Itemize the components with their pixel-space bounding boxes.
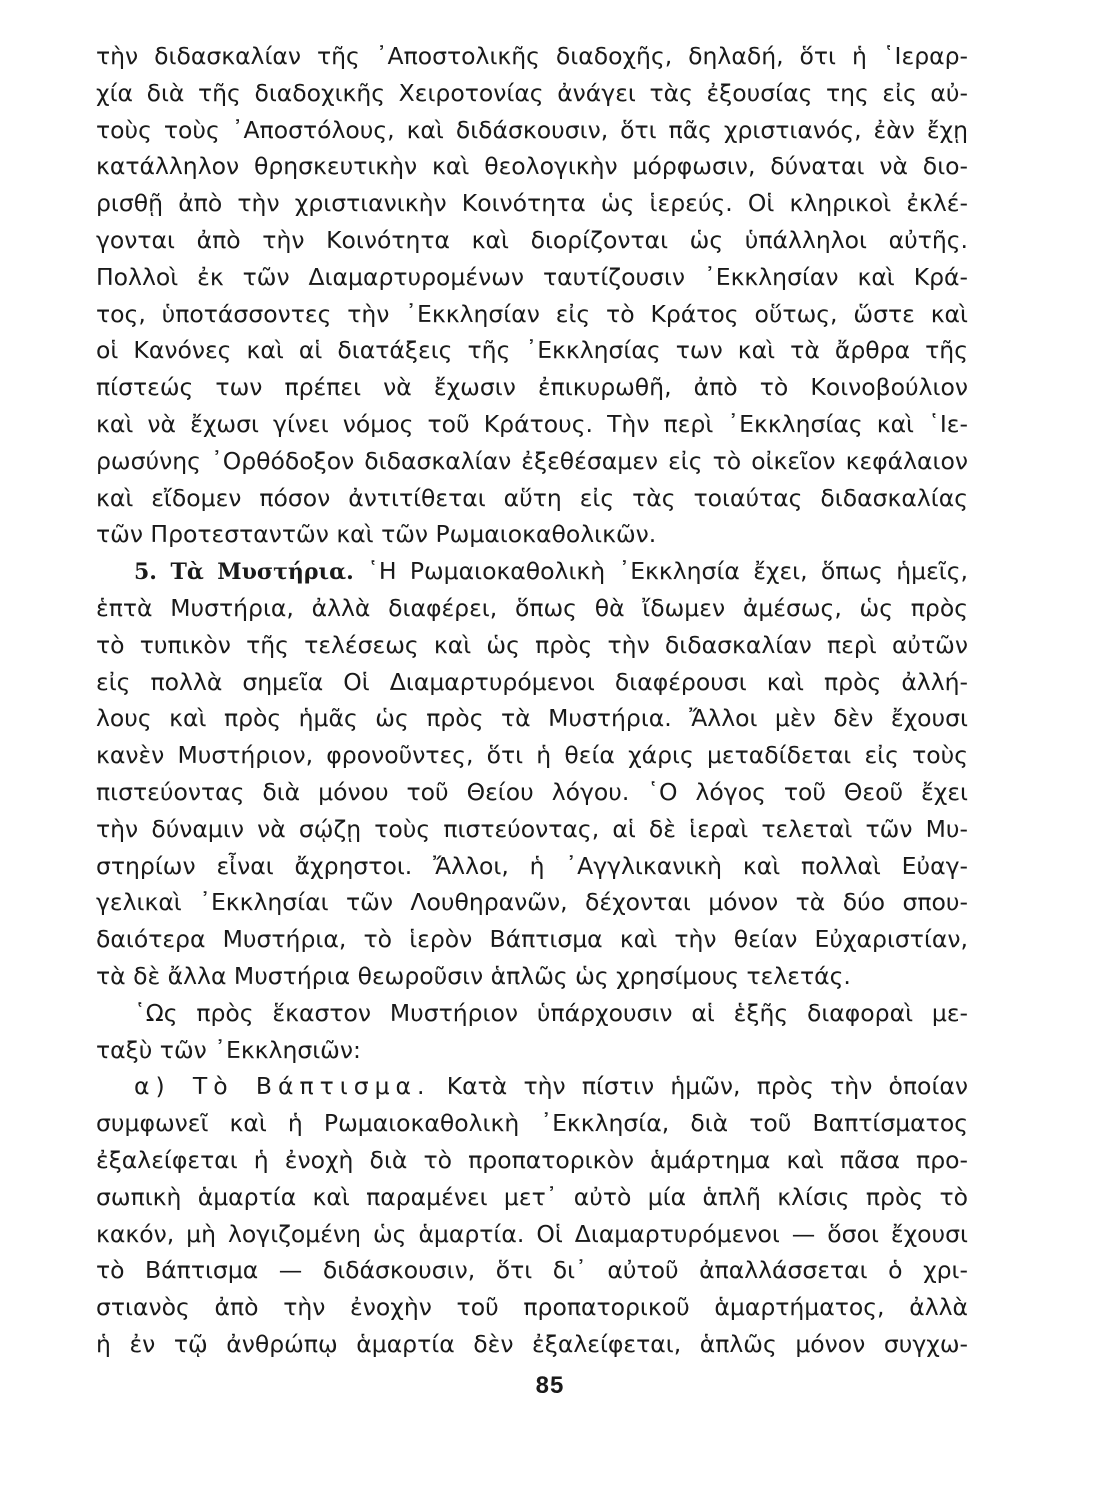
section-first-line-text: ῾Η Ρωμαιοκαθολικὴ ᾿Εκκλησία ἔχει, ὅπως ἡμεῖς, xyxy=(367,557,968,586)
text-line: ῾Ως πρὸς ἕκαστον Μυστήριον ὑπάρχουσιν αἱ ἑξῆς διαφοραὶ με- xyxy=(134,998,968,1027)
text-line: ἡ ἐν τῷ ἀνθρώπῳ ἁμαρτία δὲν ἐξαλείφεται, ἁπλῶς μόνον συγχω- xyxy=(96,1329,968,1358)
text-line: τὰ δὲ ἄλλα Μυστήρια θεωροῦσιν ἁπλῶς ὡς χρησίμους τελετάς. xyxy=(96,961,851,990)
text-line: πίστεώς των πρέπει νὰ ἔχωσιν ἐπικυρωθῆ, ἀπὸ τὸ Κοινοβούλιον xyxy=(96,373,968,402)
section-first-line xyxy=(96,553,968,590)
text-line: ἑπτὰ Μυστήρια, ἀλλὰ διαφέρει, ὅπως θὰ ἴδωμεν ἀμέσως, ὡς πρὸς xyxy=(96,593,968,622)
text-line: ταξὺ τῶν ᾿Εκκλησιῶν: xyxy=(96,1035,361,1064)
text-line: τὴν δύναμιν νὰ σῴζῃ τοὺς πιστεύοντας, αἱ δὲ ἱεραὶ τελεταὶ τῶν Μυ- xyxy=(96,814,968,843)
text-line: καὶ νὰ ἔχωσι γίνει νόμος τοῦ Κράτους. Τὴν περὶ ᾿Εκκλησίας καὶ ῾Ιε- xyxy=(96,409,968,438)
text-line: συμφωνεῖ καὶ ἡ Ρωμαιοκαθολικὴ ᾿Εκκλησία, διὰ τοῦ Βαπτίσματος xyxy=(96,1109,968,1138)
text-line: κατάλληλον θρησκευτικὴν καὶ θεολογικὴν μόρφωσιν, δύναται νὰ διο- xyxy=(96,152,968,181)
subsection-first-line xyxy=(96,1068,968,1105)
text-line: τῶν Προτεσταντῶν καὶ τῶν Ρωμαιοκαθολικῶν. xyxy=(96,520,657,549)
text-line: οἱ Κανόνες καὶ αἱ διατάξεις τῆς ᾿Εκκλησίας των καὶ τὰ ἄρθρα τῆς xyxy=(96,336,968,365)
text-line: ρισθῇ ἀπὸ τὴν χριστιανικὴν Κοινότητα ὡς ἱερεύς. Οἱ κληρικοὶ ἐκλέ- xyxy=(96,189,968,218)
text-line: σωπικὴ ἁμαρτία καὶ παραμένει μετ᾿ αὐτὸ μία ἁπλῆ κλίσις πρὸς τὸ xyxy=(96,1182,968,1211)
section-5-sacraments xyxy=(96,553,968,995)
text-line: τος, ὑποτάσσοντες τὴν ᾿Εκκλησίαν εἰς τὸ Κράτος οὕτως, ὥστε καὶ xyxy=(96,299,968,328)
text-line: λους καὶ πρὸς ἡμᾶς ὡς πρὸς τὰ Μυστήρια. Ἄλλοι μὲν δὲν ἔχουσι xyxy=(96,704,968,733)
text-line: τοὺς τοὺς ᾿Αποστόλους, καὶ διδάσκουσιν, ὅτι πᾶς χριστιανός, ἐὰν ἔχῃ xyxy=(96,115,968,144)
text-line: πιστεύοντας διὰ μόνου τοῦ Θείου λόγου. ῾Ο λόγος τοῦ Θεοῦ ἔχει xyxy=(96,777,968,806)
text-line: ἐξαλείφεται ἡ ἐνοχὴ διὰ τὸ προπατορικὸν ἁμάρτημα καὶ πᾶσα προ- xyxy=(96,1145,968,1174)
subsection-a-baptism xyxy=(96,1068,968,1362)
text-line: τὸ Βάπτισμα — διδάσκουσιν, ὅτι δι᾿ αὐτοῦ ἀπαλλάσσεται ὁ χρι- xyxy=(96,1256,968,1285)
paragraph-1 xyxy=(96,38,968,553)
text-line: στηρίων εἶναι ἄχρηστοι. Ἄλλοι, ἡ ᾿Αγγλικανικὴ καὶ πολλαὶ Εὐαγ- xyxy=(96,851,968,880)
text-line: κακόν, μὴ λογιζομένη ὡς ἁμαρτία. Οἱ Διαμαρτυρόμενοι — ὅσοι ἔχουσι xyxy=(96,1219,968,1248)
paragraph-3 xyxy=(96,995,968,1069)
page-number: 85 xyxy=(535,1372,565,1399)
text-line: στιανὸς ἀπὸ τὴν ἐνοχὴν τοῦ προπατορικοῦ ἁμαρτήματος, ἀλλὰ xyxy=(96,1293,968,1322)
text-line: τὴν διδασκαλίαν τῆς ᾿Αποστολικῆς διαδοχῆς, δηλαδή, ὅτι ἡ ῾Ιεραρ- xyxy=(96,42,968,70)
section-heading: 5. Τὰ Μυστήρια. xyxy=(134,559,354,586)
text-line: καὶ εἴδομεν πόσον ἀντιτίθεται αὕτη εἰς τὰς τοιαύτας διδασκαλίας xyxy=(96,483,968,512)
text-line: γελικαὶ ᾿Εκκλησίαι τῶν Λουθηρανῶν, δέχονται μόνον τὰ δύο σπου- xyxy=(96,888,968,917)
text-line: δαιότερα Μυστήρια, τὸ ἱερὸν Βάπτισμα καὶ τὴν θείαν Εὐχαριστίαν, xyxy=(96,925,968,954)
text-line: τὸ τυπικὸν τῆς τελέσεως καὶ ὡς πρὸς τὴν διδασκαλίαν περὶ αὐτῶν xyxy=(96,630,968,659)
subsection-first-line-text: Κατὰ τὴν πίστιν ἡμῶν, πρὸς τὴν ὁποίαν xyxy=(446,1072,969,1101)
page-body xyxy=(96,38,968,1363)
text-line: Πολλοὶ ἐκ τῶν Διαμαρτυρομένων ταυτίζουσιν ᾿Εκκλησίαν καὶ Κρά- xyxy=(96,262,968,291)
text-line: κανὲν Μυστήριον, φρονοῦντες, ὅτι ἡ θεία χάρις μεταδίδεται εἰς τοὺς xyxy=(96,741,968,770)
text-line: εἰς πολλὰ σημεῖα Οἱ Διαμαρτυρόμενοι διαφέρουσι καὶ πρὸς ἀλλή- xyxy=(96,667,968,696)
text-line: χία διὰ τῆς διαδοχικῆς Χειροτονίας ἀνάγει τὰς ἐξουσίας της εἰς αὐ- xyxy=(96,78,968,107)
text-line: γονται ἀπὸ τὴν Κοινότητα καὶ διορίζονται ὡς ὑπάλληλοι αὐτῆς. xyxy=(96,225,968,254)
text-line: ρωσύνης ᾿Ορθόδοξον διδασκαλίαν ἐξεθέσαμεν εἰς τὸ οἰκεῖον κεφάλαιον xyxy=(96,446,968,475)
subsection-label: α) Τὸ Βάπτισμα. xyxy=(134,1072,431,1101)
